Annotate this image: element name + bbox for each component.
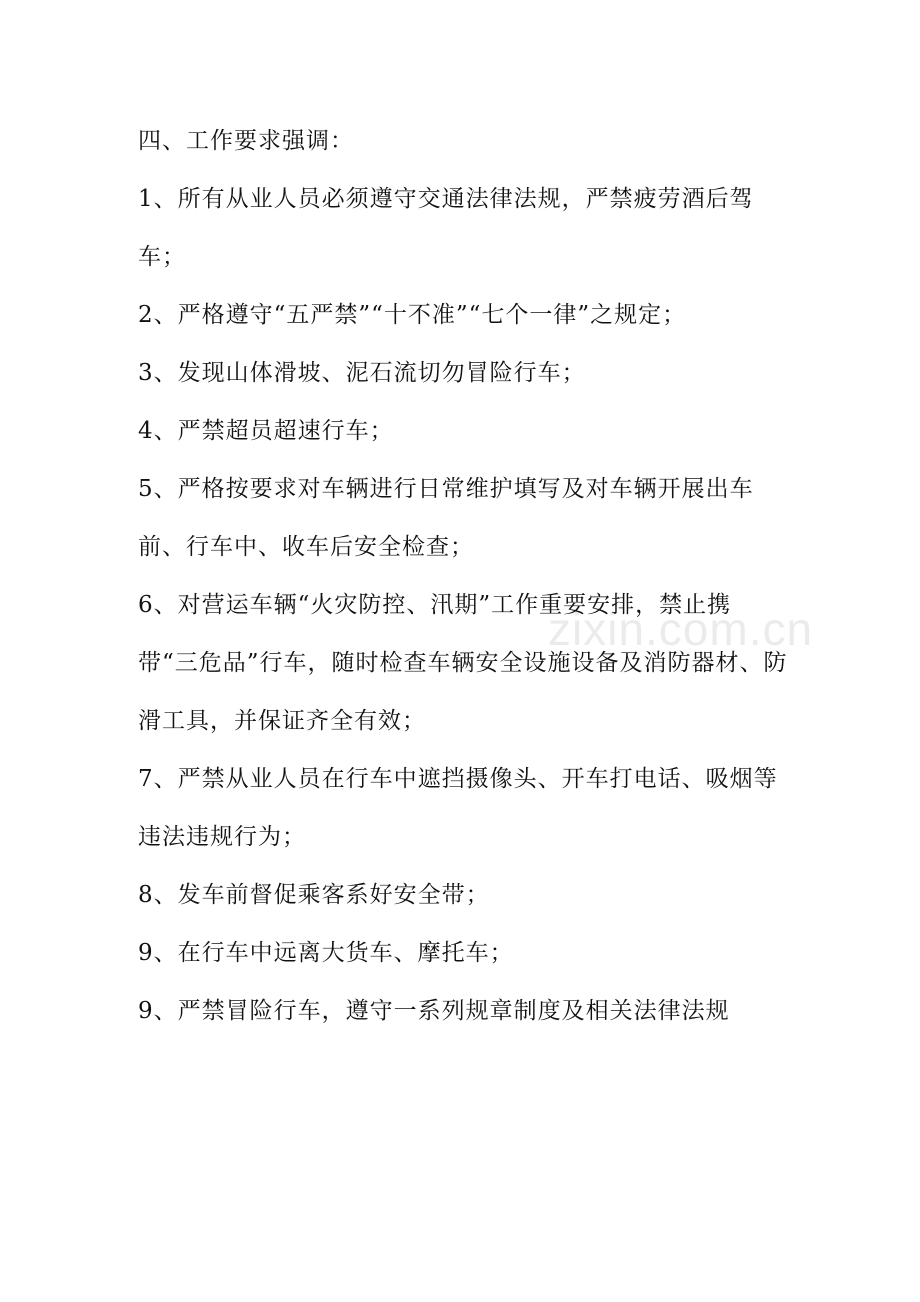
- list-item-9: 9、在行车中远离大货车、摩托车；: [138, 940, 514, 966]
- list-item-7: 7、严禁从业人员在行车中遮挡摄像头、开车打电话、吸烟等违法违规行为；: [138, 766, 778, 850]
- list-item-3: 3、发现山体滑坡、泥石流切勿冒险行车；: [138, 360, 586, 386]
- list-item-4: 4、严禁超员超速行车；: [138, 418, 394, 444]
- list-item-2: 2、严格遵守“五严禁”“十不准”“七个一律”之规定；: [138, 302, 687, 328]
- document-body: [138, 112, 788, 1040]
- list-item-10: 9、严禁冒险行车，遵守一系列规章制度及相关法律法规: [138, 998, 730, 1024]
- list-item-5: 5、严格按要求对车辆进行日常维护填写及对车辆开展出车前、行车中、收车后安全检查；: [138, 476, 754, 560]
- list-item-8: 8、发车前督促乘客系好安全带；: [138, 882, 490, 908]
- list-item-6: 6、对营运车辆“火灾防控、汛期”工作重要安排，禁止携带“三危品”行车，随时检查车辆安全设施设备及消防器材、防滑工具，并保证齐全有效；: [138, 592, 788, 734]
- watermark: zixin.com.cn: [548, 603, 814, 655]
- list-item-1: 1、所有从业人员必须遵守交通法律法规，严禁疲劳酒后驾车；: [138, 186, 754, 270]
- section-heading: 四、工作要求强调：: [138, 128, 354, 154]
